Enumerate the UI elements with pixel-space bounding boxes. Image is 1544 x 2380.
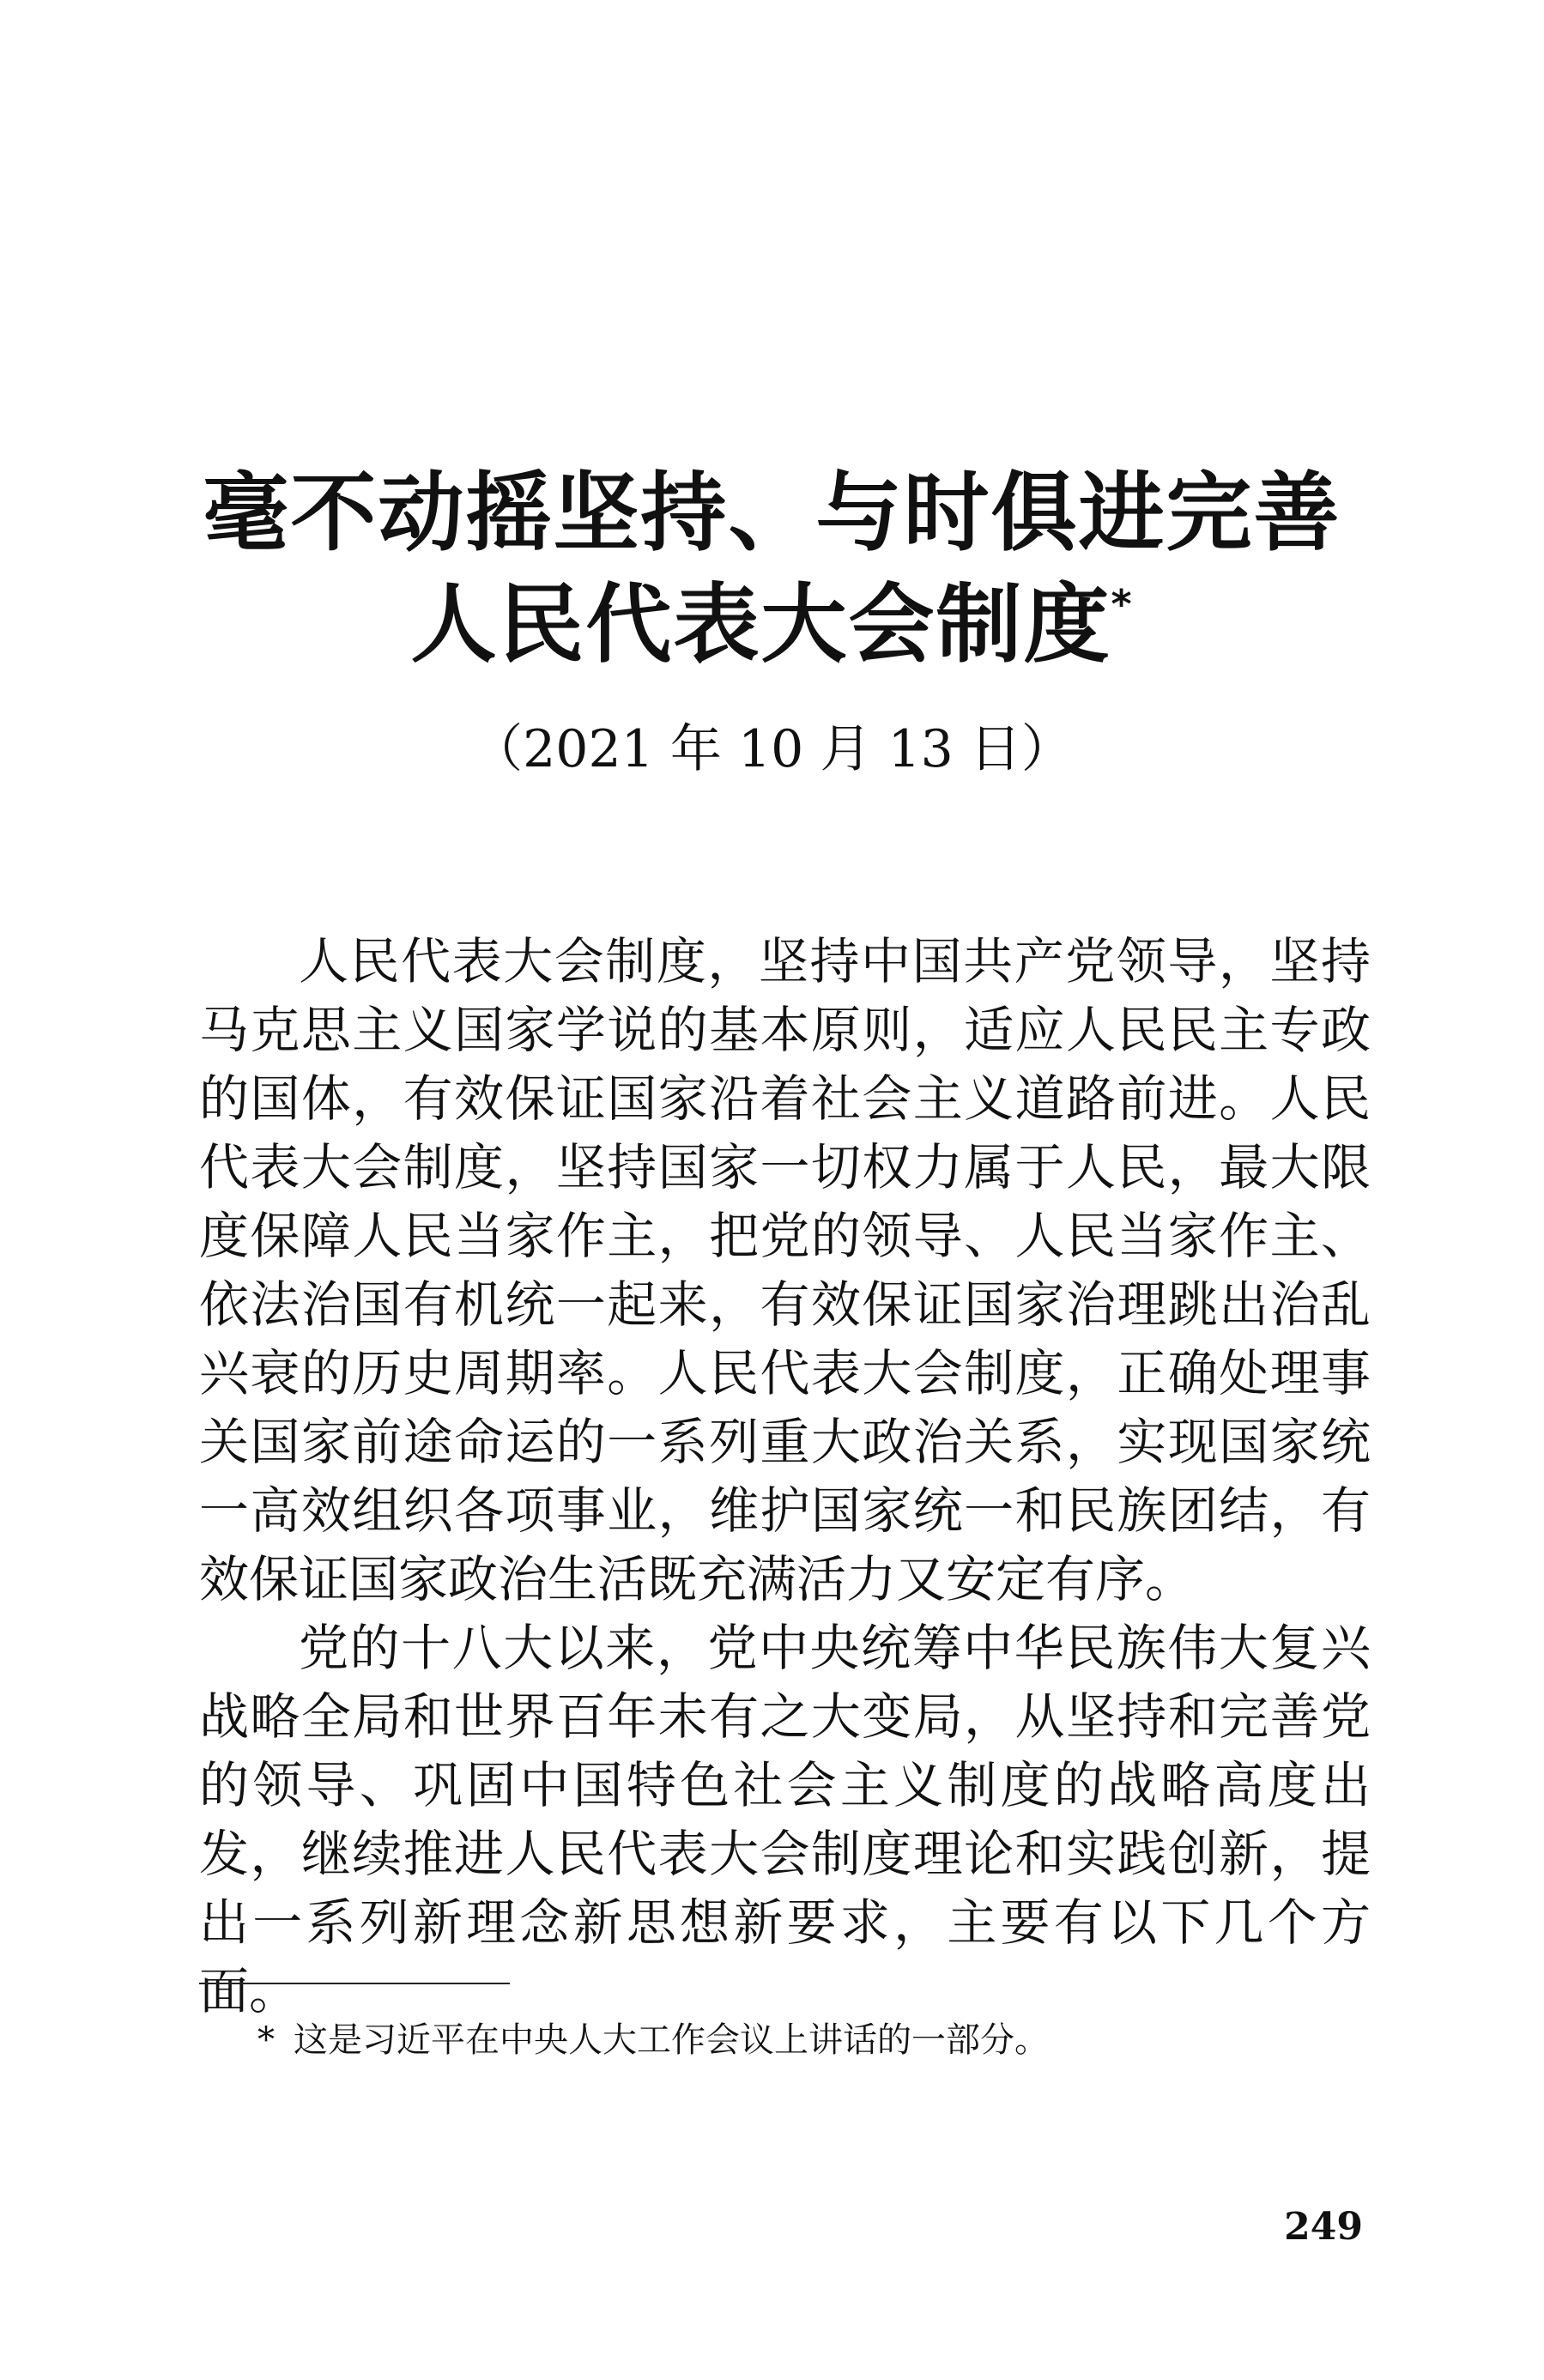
chapter-title-line-2: [0, 574, 1544, 675]
footnote-divider: [199, 1983, 510, 1984]
chapter-title-line-2-text: 人民代表大会制度: [410, 574, 1111, 675]
footnote: [257, 2019, 1049, 2062]
speech-date: （2021 年 10 月 13 日）: [471, 719, 1073, 779]
page-number: 249: [1284, 2205, 1363, 2249]
title-footnote-marker: *: [1111, 580, 1134, 627]
body-paragraph-2: 党的十八大以来，党中央统筹中华民族伟大复兴战略全局和世界百年未有之大变局，从坚持和完善党的领导、巩固中国特色社会主义制度的战略高度出发，继续推进人民代表大会制度理论和实践创新，提出一系列新理念新思想新要求，主要有以下几个方面。: [199, 1619, 1371, 2020]
chapter-title-line-1: 毫不动摇坚持、与时俱进完善: [203, 463, 1341, 563]
body-text: [199, 927, 1371, 2026]
footnote-marker: *: [257, 2020, 275, 2060]
body-paragraph-1: 人民代表大会制度，坚持中国共产党领导，坚持马克思主义国家学说的基本原则，适应人民民主专政的国体，有效保证国家沿着社会主义道路前进。人民代表大会制度，坚持国家一切权力属于人民，最大限度保障人民当家作主，把党的领导、人民当家作主、依法治国有机统一起来，有效保证国家治理跳出治乱兴衰的历史周期率。人民代表大会制度，正确处理事关国家前途命运的一系列重大政治关系，实现国家统一高效组织各项事业，维护国家统一和民族团结，有效保证国家政治生活既充满活力又安定有序。: [199, 932, 1371, 1608]
footnote-text: 这是习近平在中央人大工作会议上讲话的一部分。: [294, 2020, 1049, 2060]
